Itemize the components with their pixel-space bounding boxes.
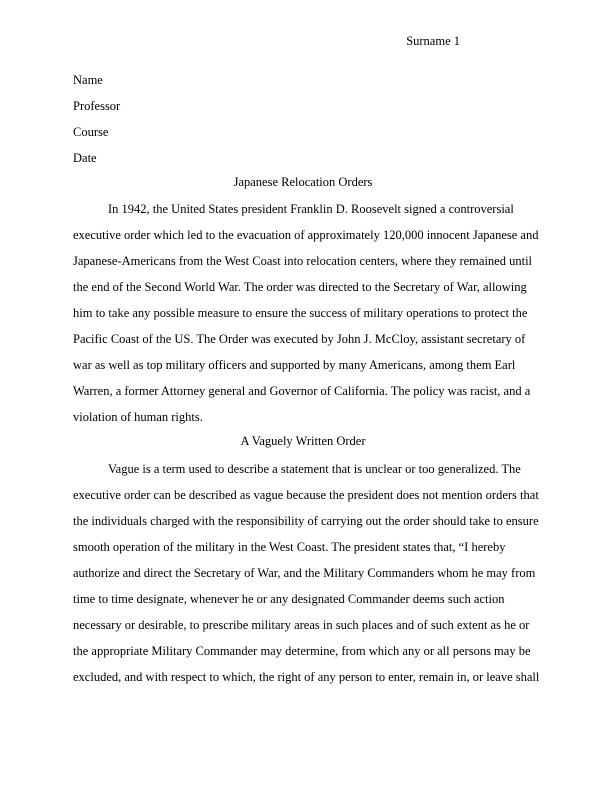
paragraph-line: time to time designate, whenever he or any designated Commander deems such action: [73, 592, 505, 606]
paragraph-line: executive order can be described as vague because the president does not mention orders that: [73, 488, 539, 502]
running-head: Surname 1: [406, 34, 460, 48]
heading-date: Date: [73, 151, 97, 165]
paragraph-line: the appropriate Military Commander may determine, from which any or all persons may be: [73, 644, 531, 658]
paragraph-line: violation of human rights.: [73, 410, 203, 424]
paragraph-line: the end of the Second World War. The order was directed to the Secretary of War, allowing: [73, 280, 527, 294]
heading-name: Name: [73, 73, 103, 87]
paragraph-line: smooth operation of the military in the West Coast. The president states that, “I hereby: [73, 540, 506, 554]
section-heading: A Vaguely Written Order: [240, 434, 366, 448]
paragraph-line: the individuals charged with the responsibility of carrying out the order should take to ensure: [73, 514, 539, 528]
paragraph-line: Japanese-Americans from the West Coast into relocation centers, where they remained until: [73, 254, 533, 268]
student-heading: [73, 67, 120, 171]
heading-professor: Professor: [73, 99, 121, 113]
paragraph-line: necessary or desirable, to prescribe military areas in such places and of such extent as he or: [73, 618, 530, 632]
paragraph-line: executive order which led to the evacuation of approximately 120,000 innocent Japanese and: [73, 228, 539, 242]
heading-course: Course: [73, 125, 109, 139]
paragraph-line: authorize and direct the Secretary of War, and the Military Commanders whom he may from: [73, 566, 536, 580]
paragraph-line: war as well as top military officers and supported by many Americans, among them Earl: [73, 358, 516, 372]
essay-title: Japanese Relocation Orders: [233, 175, 373, 189]
paragraph-line: Pacific Coast of the US. The Order was executed by John J. McCloy, assistant secretary of: [73, 332, 526, 346]
paragraph-line: him to take any possible measure to ensure the success of military operations to protect the: [73, 306, 528, 320]
paragraph-line: excluded, and with respect to which, the right of any person to enter, remain in, or leave shall: [73, 670, 540, 684]
paragraph-line: Vague is a term used to describe a statement that is unclear or too generalized. The: [108, 462, 521, 476]
paragraph-line: Warren, a former Attorney general and Governor of California. The policy was racist, and a: [73, 384, 531, 398]
paragraph-line: In 1942, the United States president Franklin D. Roosevelt signed a controversial: [108, 202, 514, 216]
